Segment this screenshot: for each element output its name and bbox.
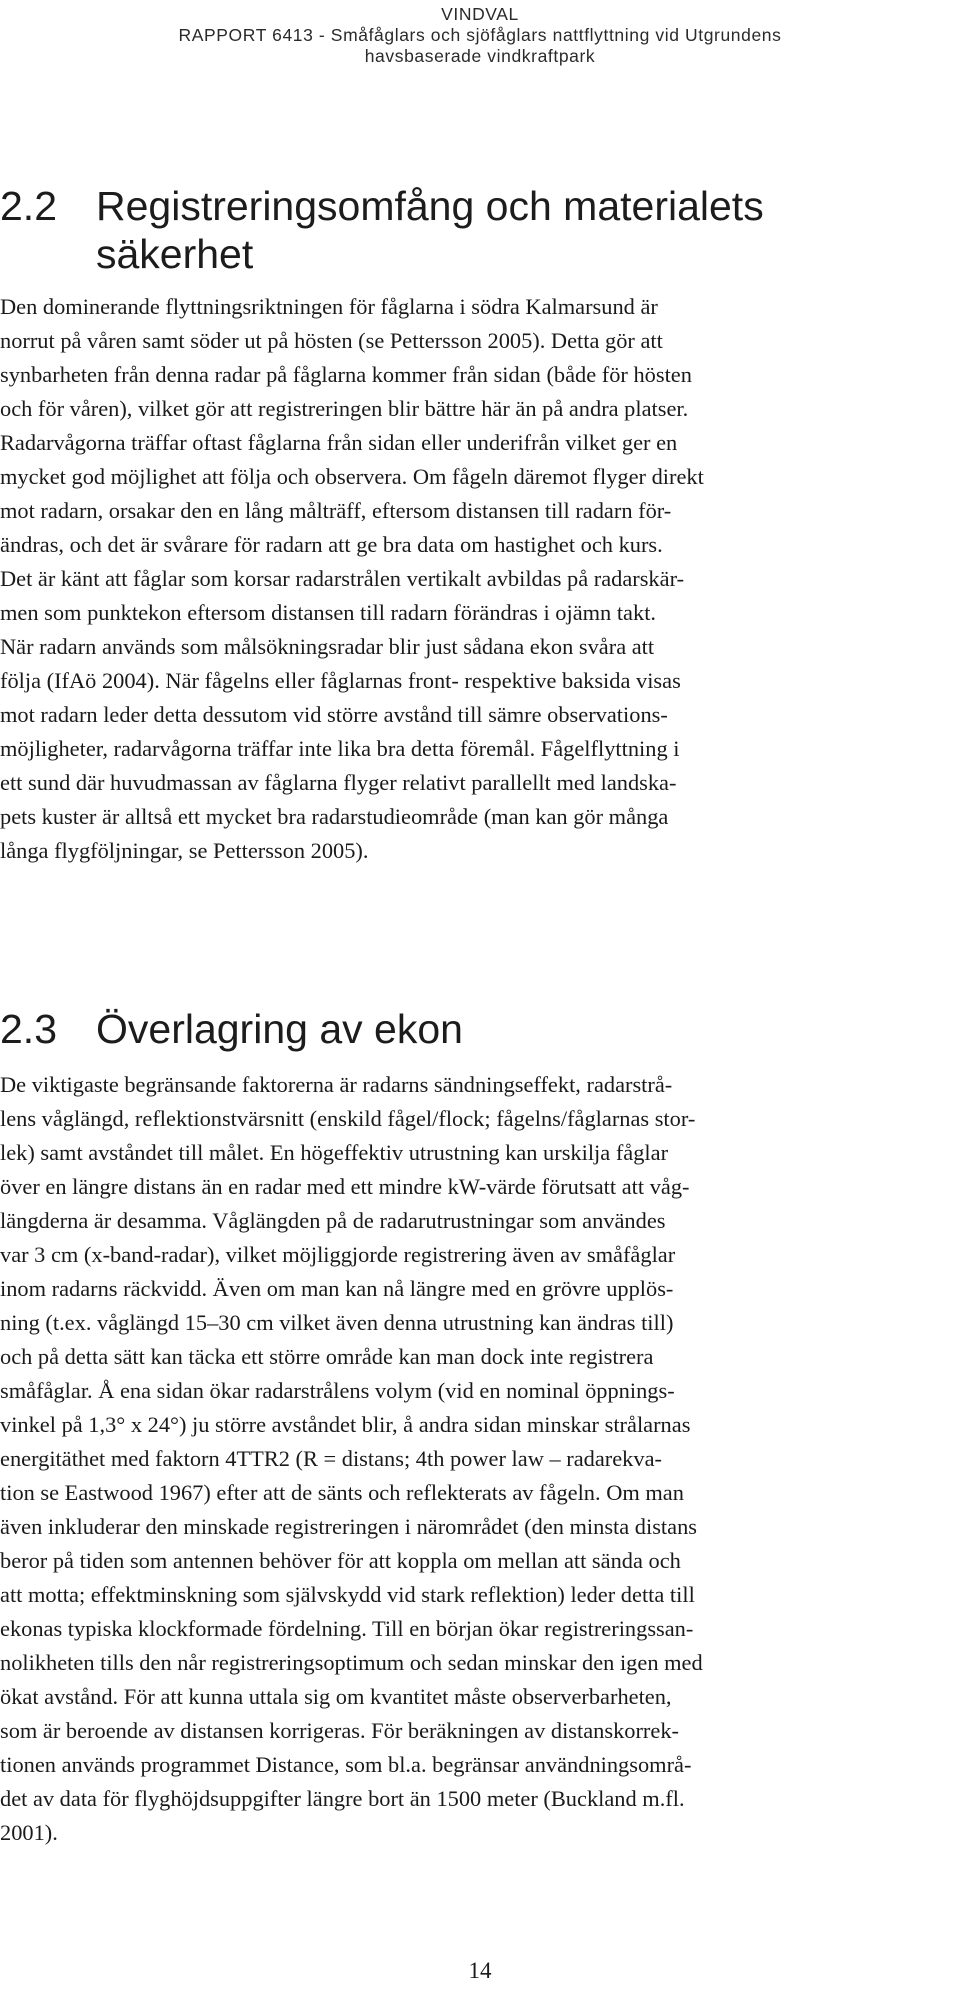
paragraph-line: energitäthet med faktorn 4TTR2 (R = distans; 4th power law – radarekva- bbox=[0, 1446, 662, 1471]
paragraph-line: norrut på våren samt söder ut på hösten (se Pettersson 2005). Detta gör att bbox=[0, 328, 663, 353]
paragraph-line: ekonas typiska klockformade fördelning. Till en början ökar registreringssan- bbox=[0, 1616, 694, 1641]
paragraph-line: och på detta sätt kan täcka ett större område kan man dock inte registrera bbox=[0, 1344, 654, 1369]
paragraph-line: mot radarn, orsakar den en lång målträff, eftersom distansen till radarn för- bbox=[0, 498, 672, 523]
paragraph-line: över en längre distans än en radar med ett mindre kW-värde förutsatt att våg- bbox=[0, 1174, 690, 1199]
paragraph-line: När radarn används som målsökningsradar blir just sådana ekon svåra att bbox=[0, 634, 655, 659]
paragraph-line: även inkluderar den minskade registreringen i närområdet (den minsta distans bbox=[0, 1514, 697, 1539]
header-report-title-line-1: RAPPORT 6413 - Småfåglars och sjöfåglars nattflyttning vid Utgrundens bbox=[178, 25, 782, 45]
paragraph-line: ett sund där huvudmassan av fåglarna flyger relativt parallellt med landska- bbox=[0, 770, 677, 795]
paragraph-line: ändras, och det är svårare för radarn att ge bra data om hastighet och kurs. bbox=[0, 532, 663, 557]
paragraph-line: småfåglar. Å ena sidan ökar radarstrålens volym (vid en nominal öppnings- bbox=[0, 1378, 675, 1403]
paragraph-line: Det är känt att fåglar som korsar radarstrålen vertikalt avbildas på radarskär- bbox=[0, 566, 685, 591]
section-2-3-title: Överlagring av ekon bbox=[96, 1006, 463, 1052]
section-2-2-title-line-2: säkerhet bbox=[96, 231, 254, 277]
section-2-2-title bbox=[96, 182, 936, 278]
header-series: VINDVAL bbox=[441, 4, 519, 24]
paragraph-line: tion se Eastwood 1967) efter att de sänts och reflekterats av fågeln. Om man bbox=[0, 1480, 684, 1505]
paragraph-line: synbarheten från denna radar på fåglarna kommer från sidan (både för hösten bbox=[0, 362, 692, 387]
page-number: 14 bbox=[468, 1958, 492, 1983]
paragraph-line: lens våglängd, reflektionstvärsnitt (enskild fågel/flock; fågelns/fåglarnas stor- bbox=[0, 1106, 696, 1131]
section-2-2-number: 2.2 bbox=[0, 183, 57, 229]
paragraph-line: som är beroende av distansen korrigeras. För beräkningen av distanskorrek- bbox=[0, 1718, 679, 1743]
paragraph-line: pets kuster är alltså ett mycket bra radarstudieområde (man kan gör många bbox=[0, 804, 669, 829]
section-2-2-title-line-1: Registreringsomfång och materialets bbox=[96, 183, 764, 229]
paragraph-line: och för våren), vilket gör att registreringen blir bättre här än på andra platser. bbox=[0, 396, 689, 421]
paragraph-line: vinkel på 1,3° x 24°) ju större avståndet blir, å andra sidan minskar strålarnas bbox=[0, 1412, 691, 1437]
paragraph-line: nolikheten tills den når registreringsoptimum och sedan minskar den igen med bbox=[0, 1650, 703, 1675]
paragraph-line: lek) samt avståndet till målet. En högeffektiv utrustning kan urskilja fåglar bbox=[0, 1140, 669, 1165]
paragraph-line: möjligheter, radarvågorna träffar inte lika bra detta föremål. Fågelflyttning i bbox=[0, 736, 680, 761]
paragraph-line: mycket god möjlighet att följa och observera. Om fågeln däremot flyger direkt bbox=[0, 464, 704, 489]
paragraph-line: Radarvågorna träffar oftast fåglarna från sidan eller underifrån vilket ger en bbox=[0, 430, 678, 455]
paragraph-line: ning (t.ex. våglängd 15–30 cm vilket även denna utrustning kan ändras till) bbox=[0, 1310, 674, 1335]
paragraph-line: långa flygföljningar, se Pettersson 2005). bbox=[0, 838, 369, 863]
paragraph-line: var 3 cm (x-band-radar), vilket möjliggjorde registrering även av småfåglar bbox=[0, 1242, 676, 1267]
paragraph-line: att motta; effektminskning som självskydd vid stark reflektion) leder detta till bbox=[0, 1582, 695, 1607]
section-2-2-paragraph bbox=[0, 290, 945, 868]
paragraph-line: inom radarns räckvidd. Även om man kan nå längre med en grövre upplös- bbox=[0, 1276, 674, 1301]
paragraph-line: ökat avstånd. För att kunna uttala sig om kvantitet måste observerbarheten, bbox=[0, 1684, 672, 1709]
paragraph-line: beror på tiden som antennen behöver för att koppla om mellan att sända och bbox=[0, 1548, 681, 1573]
paragraph-line: 2001). bbox=[0, 1820, 58, 1845]
paragraph-line: det av data för flyghöjdsuppgifter längre bort än 1500 meter (Buckland m.fl. bbox=[0, 1786, 685, 1811]
paragraph-line: men som punktekon eftersom distansen till radarn förändras i ojämn takt. bbox=[0, 600, 657, 625]
paragraph-line: tionen används programmet Distance, som bl.a. begränsar användningsområ- bbox=[0, 1752, 692, 1777]
paragraph-line: mot radarn leder detta dessutom vid större avstånd till sämre observations- bbox=[0, 702, 668, 727]
running-header bbox=[0, 4, 960, 67]
paragraph-line: följa (IfAö 2004). När fågelns eller fåglarnas front- respektive baksida visas bbox=[0, 668, 681, 693]
paragraph-line: Den dominerande flyttningsriktningen för fåglarna i södra Kalmarsund är bbox=[0, 294, 658, 319]
paragraph-line: De viktigaste begränsande faktorerna är radarns sändningseffekt, radarstrå- bbox=[0, 1072, 673, 1097]
paragraph-line: längderna är desamma. Våglängden på de radarutrustningar som användes bbox=[0, 1208, 666, 1233]
section-2-3-paragraph bbox=[0, 1068, 945, 1850]
header-report-title-line-2: havsbaserade vindkraftpark bbox=[364, 46, 596, 66]
section-2-3-number: 2.3 bbox=[0, 1006, 57, 1052]
